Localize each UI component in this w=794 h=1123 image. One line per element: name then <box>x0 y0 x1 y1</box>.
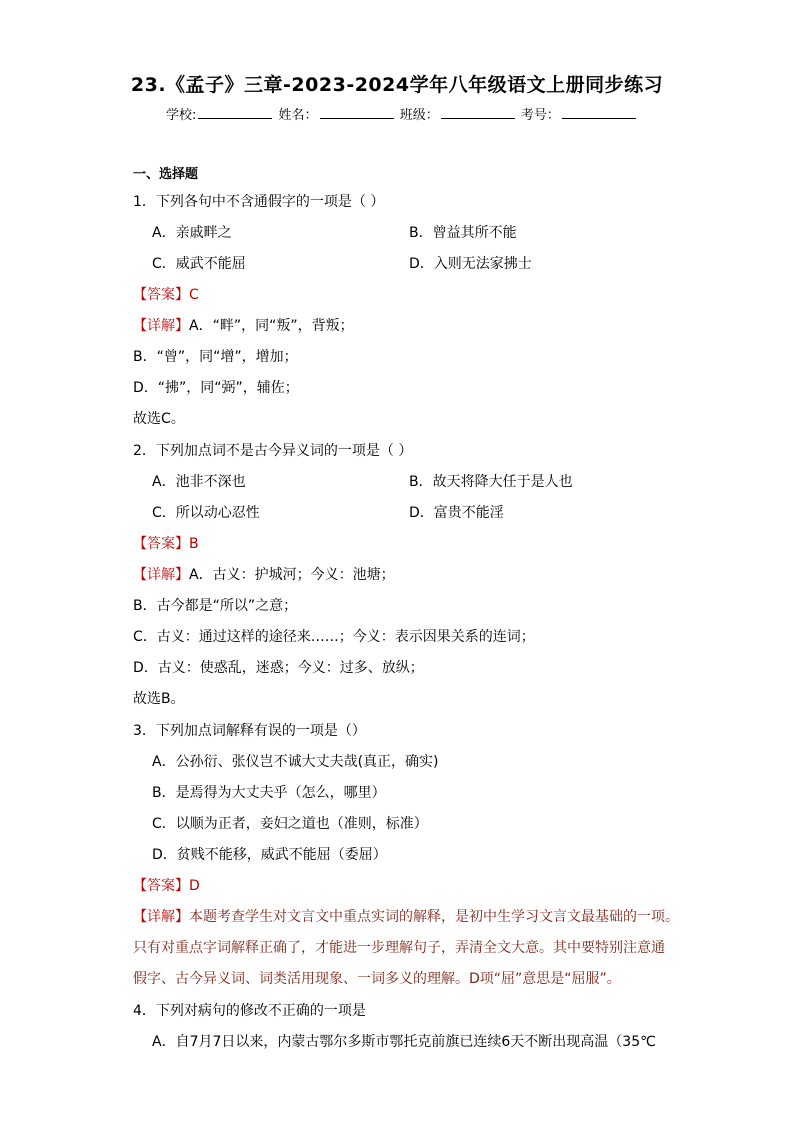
detail-text: 本题考查学生对文言文中重点实词的解释，是初中生学习文言文最基础的一项。 <box>189 909 679 925</box>
question-4-stem: 4．下列对病句的修改不正确的一项是 <box>133 1003 366 1019</box>
answer-tag: 【答案】 <box>133 536 189 552</box>
q3-option-b: B．是焉得为大丈夫乎（怎么，哪里） <box>152 785 386 801</box>
answer-value: C <box>189 287 199 303</box>
q1-detail-line: B．“曾”，同“增”，增加； <box>133 349 298 365</box>
q1-conclusion: 故选C。 <box>133 411 185 427</box>
q1-detail-line <box>133 317 354 335</box>
q1-detail-line: D．“拂”，同“弼”，辅佐； <box>133 380 299 396</box>
detail-tag: 【详解】 <box>133 567 189 583</box>
detail-text: A．“畔”，同“叛”，背叛； <box>189 318 354 334</box>
detail-text: A．古义：护城河；今义：池塘； <box>189 567 395 583</box>
q2-detail-line: D．古义：使惑乱，迷惑；今义：过多、放纵； <box>133 660 424 676</box>
question-1-stem: 1．下列各句中不含通假字的一项是（ ） <box>133 194 385 210</box>
q2-detail-line: B．古今都是“所以”之意； <box>133 598 298 614</box>
class-label: 班级： <box>399 108 439 123</box>
answer-tag: 【答案】 <box>133 287 189 303</box>
q3-detail-line: 假字、古今异义词、词类活用现象、一词多义的理解。D项“屈”意思是“屈服”。 <box>133 971 621 987</box>
q2-conclusion: 故选B。 <box>133 691 185 707</box>
q1-option-c: C．威武不能屈 <box>152 256 246 272</box>
q2-option-b: B．故天将降大任于是人也 <box>409 474 573 490</box>
q3-option-c: C．以顺为正者，妾妇之道也（准则，标准） <box>152 816 428 832</box>
page-title: 23.《孟子》三章-2023-2024学年八年级语文上册同步练习 <box>130 74 664 96</box>
school-label: 学校: <box>166 108 197 123</box>
q3-option-a: A．公孙衍、张仪岂不诚大丈夫哉(真正，确实) <box>152 754 439 770</box>
section-heading: 一、选择题 <box>133 167 199 182</box>
class-blank[interactable] <box>441 106 515 119</box>
answer-tag: 【答案】 <box>133 878 189 894</box>
q4-option-a: A．自7月7日以来，内蒙古鄂尔多斯市鄂托克前旗已连续6天不断出现高温（35℃ <box>152 1034 656 1050</box>
q2-option-a: A．池非不深也 <box>152 474 246 490</box>
name-blank[interactable] <box>320 106 394 119</box>
q2-option-c: C．所以动心忍性 <box>152 505 260 521</box>
q3-detail-line: 只有对重点字词解释正确了，才能进一步理解句子，弄清全文大意。其中要特别注意通 <box>133 940 665 956</box>
q2-detail-line <box>133 566 395 584</box>
q1-option-a: A．亲戚畔之 <box>152 225 232 241</box>
answer-value: D <box>189 878 200 894</box>
detail-tag: 【详解】 <box>133 318 189 334</box>
student-info-row <box>166 104 638 123</box>
q1-option-b: B．曾益其所不能 <box>409 225 517 241</box>
q1-option-d: D．入则无法家拂士 <box>409 256 532 272</box>
detail-tag: 【详解】 <box>133 909 189 925</box>
q2-option-d: D．富贵不能淫 <box>409 505 504 521</box>
q3-option-d: D．贫贱不能移，威武不能屈（委屈） <box>152 847 387 863</box>
exam-number-label: 考号： <box>520 108 560 123</box>
q2-detail-line: C．古义：通过这样的途径来……；今义：表示因果关系的连词； <box>133 629 535 645</box>
exam-number-blank[interactable] <box>562 106 636 119</box>
q3-answer <box>133 877 200 895</box>
question-3-stem: 3．下列加点词解释有误的一项是（） <box>133 723 366 739</box>
answer-value: B <box>189 536 199 552</box>
question-2-stem: 2．下列加点词不是古今异义词的一项是（ ） <box>133 443 413 459</box>
q1-answer <box>133 286 199 304</box>
school-blank[interactable] <box>198 106 272 119</box>
q3-detail-line <box>133 908 679 926</box>
name-label: 姓名： <box>278 108 318 123</box>
q2-answer <box>133 535 199 553</box>
